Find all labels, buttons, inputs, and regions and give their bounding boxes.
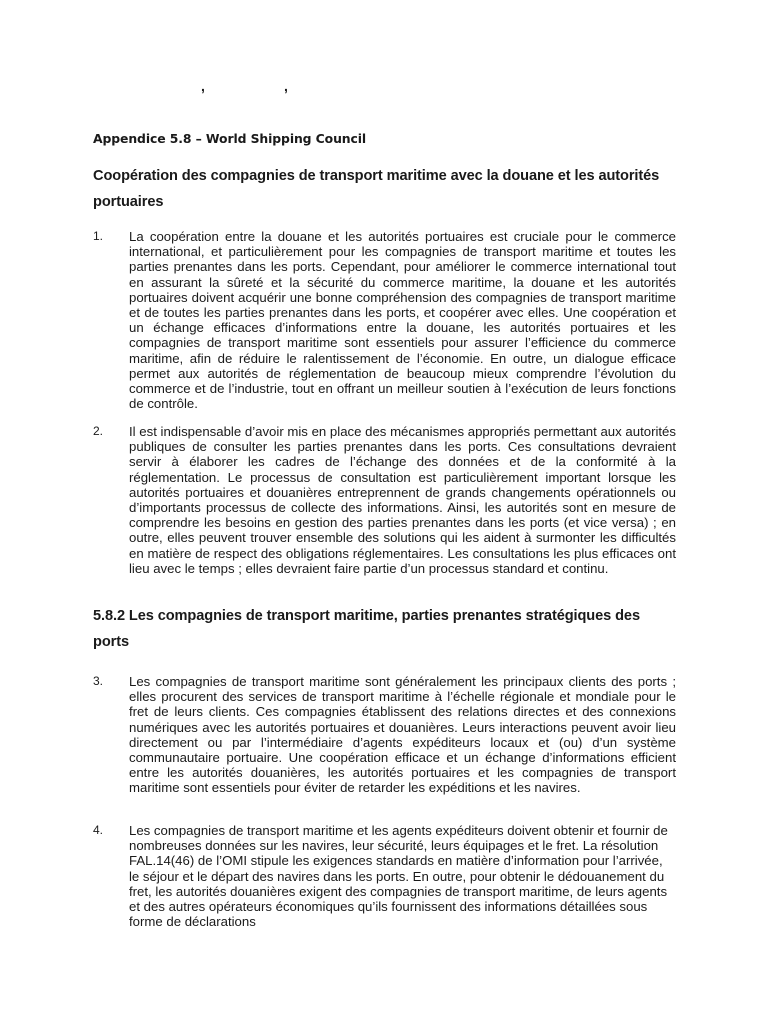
appendix-title: Appendice 5.8 – World Shipping Council (93, 131, 367, 146)
stray-mark: , (201, 78, 205, 94)
paragraph-text: Les compagnies de transport maritime et les agents expéditeurs doivent obtenir et fournir de nombreuses données sur les navires, leur sécurité, leurs équipages et le fret. La résolution FAL.14(46) de l’OMI stipule les exigences standards en matière d’information pour l’arrivée, le séjour et le départ des navires dans les ports. En outre, pour obtenir le dédouanement du fret, les autorités douanières exigent des compagnies de transport maritime, de leurs agents et des autres opérateurs économiques qu’ils fournissent des informations détaillées sous forme de déclarations (129, 823, 668, 930)
paragraph-number: 3. (93, 674, 104, 688)
paragraph-text: Les compagnies de transport maritime sont généralement les principaux clients des ports ; elles procurent des services de transport maritime à l’échelle régionale et mondiale pour le fret de leurs clients. Ces compagnies établissent des relations directes et des connexions numériques avec les autorités portuaires et douanières. Leurs interactions peuvent avoir lieu directement ou par l’intermédiaire d’agents expéditeurs locaux et (ou) d’un système communautaire portuaire. Une coopération efficace et un échange d’informations efficient entre les autorités douanières, les autorités portuaires et les compagnies de transport maritime sont essentiels pour éviter de retarder les expéditions et les navires. (129, 674, 676, 796)
section-heading: 5.8.2 Les compagnies de transport maritime, parties prenantes stratégiques des ports (93, 608, 640, 650)
paragraph-number: 1. (93, 229, 104, 243)
paragraph-number: 2. (93, 424, 104, 438)
section-heading: Coopération des compagnies de transport maritime avec la douane et les autorités portuaires (93, 168, 660, 210)
numbered-paragraph (93, 424, 676, 576)
paragraph-text: Il est indispensable d’avoir mis en place des mécanismes appropriés permettant aux autorités publiques de consulter les parties prenantes dans les ports. Ces consultations devraient servir à élaborer les cadres de l’échange des données et de la conformité à la réglementation. Le processus de consultation est particulièrement important lorsque les autorités portuaires et douanières entreprennent de grands changements opérationnels ou d’importants processus de collecte des informations. Ainsi, les autorités sont en mesure de comprendre les besoins en gestion des parties prenantes dans les ports (et vice versa) ; en outre, elles peuvent trouver ensemble des solutions qui les aident à surmonter les difficultés en matière de respect des obligations réglementaires. Les consultations les plus efficaces ont lieu avec le temps ; elles devraient faire partie d’un processus standard et continu. (129, 424, 676, 576)
stray-mark: , (284, 78, 288, 94)
paragraph-number: 4. (93, 823, 104, 837)
numbered-paragraph (93, 823, 676, 929)
paragraph-text: La coopération entre la douane et les autorités portuaires est cruciale pour le commerce international, et particulièrement pour les compagnies de transport maritime et toutes les parties prenantes dans les ports. Cependant, pour améliorer le commerce international tout en assurant la sûreté et la sécurité du commerce maritime, la douane et les autorités portuaires doivent acquérir une bonne compréhension des compagnies de transport maritime et de toutes les parties prenantes dans les ports, et coopérer avec elles. Une coopération et un échange efficaces d’informations entre la douane, les autorités portuaires et les compagnies de transport maritime sont essentiels pour assurer l’efficience du commerce maritime, afin de réduire le ralentissement de l’économie. En outre, un dialogue efficace permet aux autorités de réglementation de beaucoup mieux comprendre l’évolution du commerce et de l’industrie, tout en offrant un meilleur soutien à l’exécution de leurs fonctions de contrôle. (129, 229, 676, 412)
numbered-paragraph (93, 674, 676, 796)
numbered-paragraph (93, 229, 676, 411)
